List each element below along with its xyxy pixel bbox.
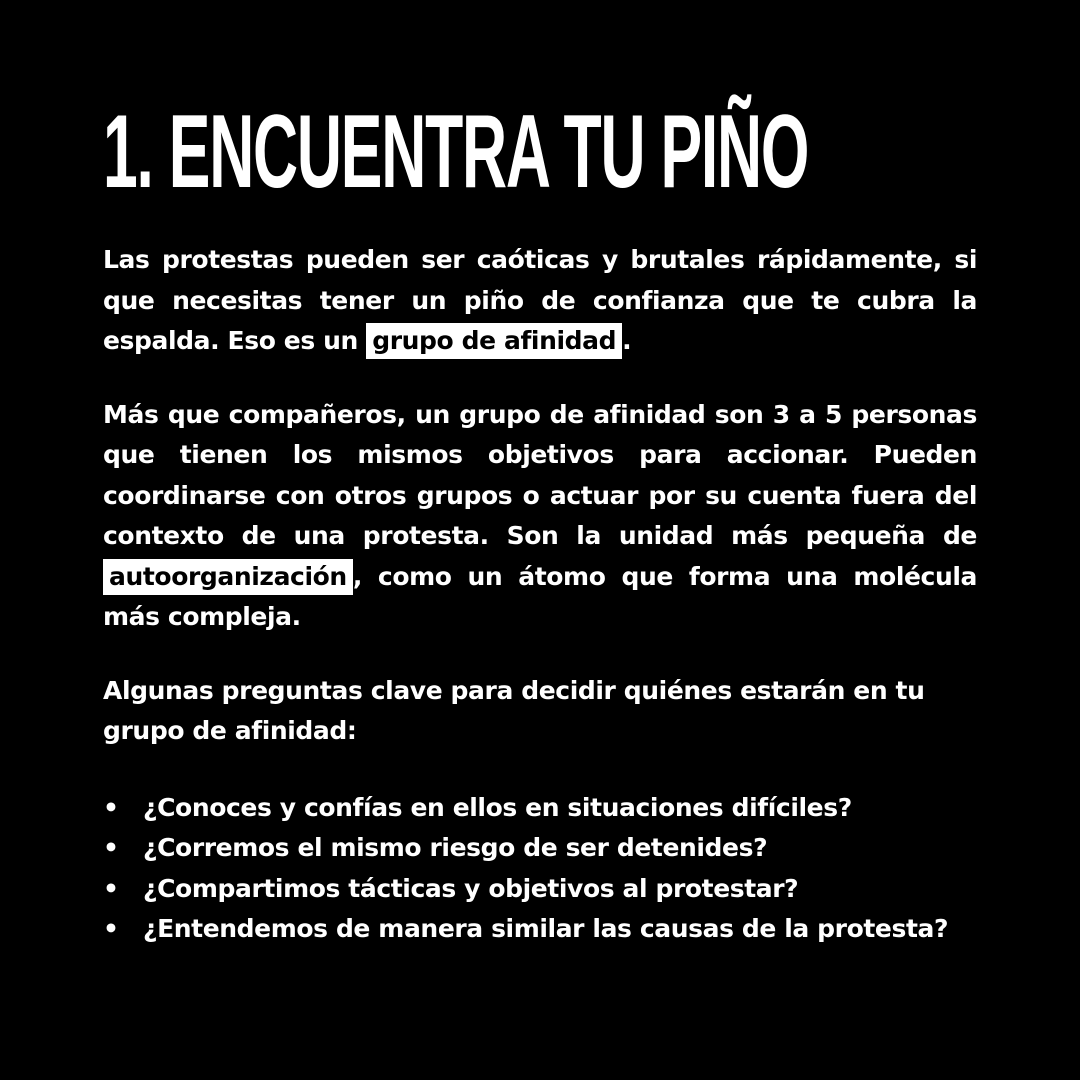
question-item (103, 909, 977, 950)
definition-paragraph (103, 395, 977, 638)
bullet-icon: • (103, 914, 119, 943)
intro-paragraph (103, 240, 977, 362)
question-text: ¿Corremos el mismo riesgo de ser detenides? (143, 833, 768, 862)
bullet-icon: • (103, 873, 119, 903)
definition-text-end: , como un átomo que forma una molécula más compleja. (103, 561, 977, 631)
content-card (103, 94, 977, 950)
questions-intro: Algunas preguntas clave para decidir quiénes estarán en tu grupo de afinidad: (103, 675, 925, 745)
question-item (103, 828, 977, 869)
intro-text-end: . (622, 326, 632, 355)
definition-text: Más que compañeros, un grupo de afinidad son 3 a 5 personas que tienen los mismos objetivos para accionar. Pueden coordinarse con otros grupos o actuar por su cuenta fuera del contexto de una protesta. Son la unidad más pequeña de (103, 399, 977, 550)
bullet-icon: • (103, 833, 119, 862)
question-item (103, 788, 977, 829)
question-text: ¿Compartimos tácticas y objetivos al protestar? (143, 873, 799, 903)
highlight-autoorganizacion: autoorganización (103, 559, 353, 595)
intro-text: Las protestas pueden ser caóticas y brutales rápidamente, si que necesitas tener un piño de confianza que te cubra la espalda. Eso es un (103, 245, 977, 355)
bullet-icon: • (103, 792, 119, 822)
highlight-grupo-de-afinidad: grupo de afinidad (366, 323, 622, 359)
question-text: ¿Conoces y confías en ellos en situaciones difíciles? (143, 792, 852, 822)
question-list (103, 788, 977, 950)
page-title: 1. ENCUENTRA TU PIÑO (103, 94, 809, 210)
question-text: ¿Entendemos de manera similar las causas de la protesta? (143, 914, 949, 943)
question-item (103, 869, 977, 910)
